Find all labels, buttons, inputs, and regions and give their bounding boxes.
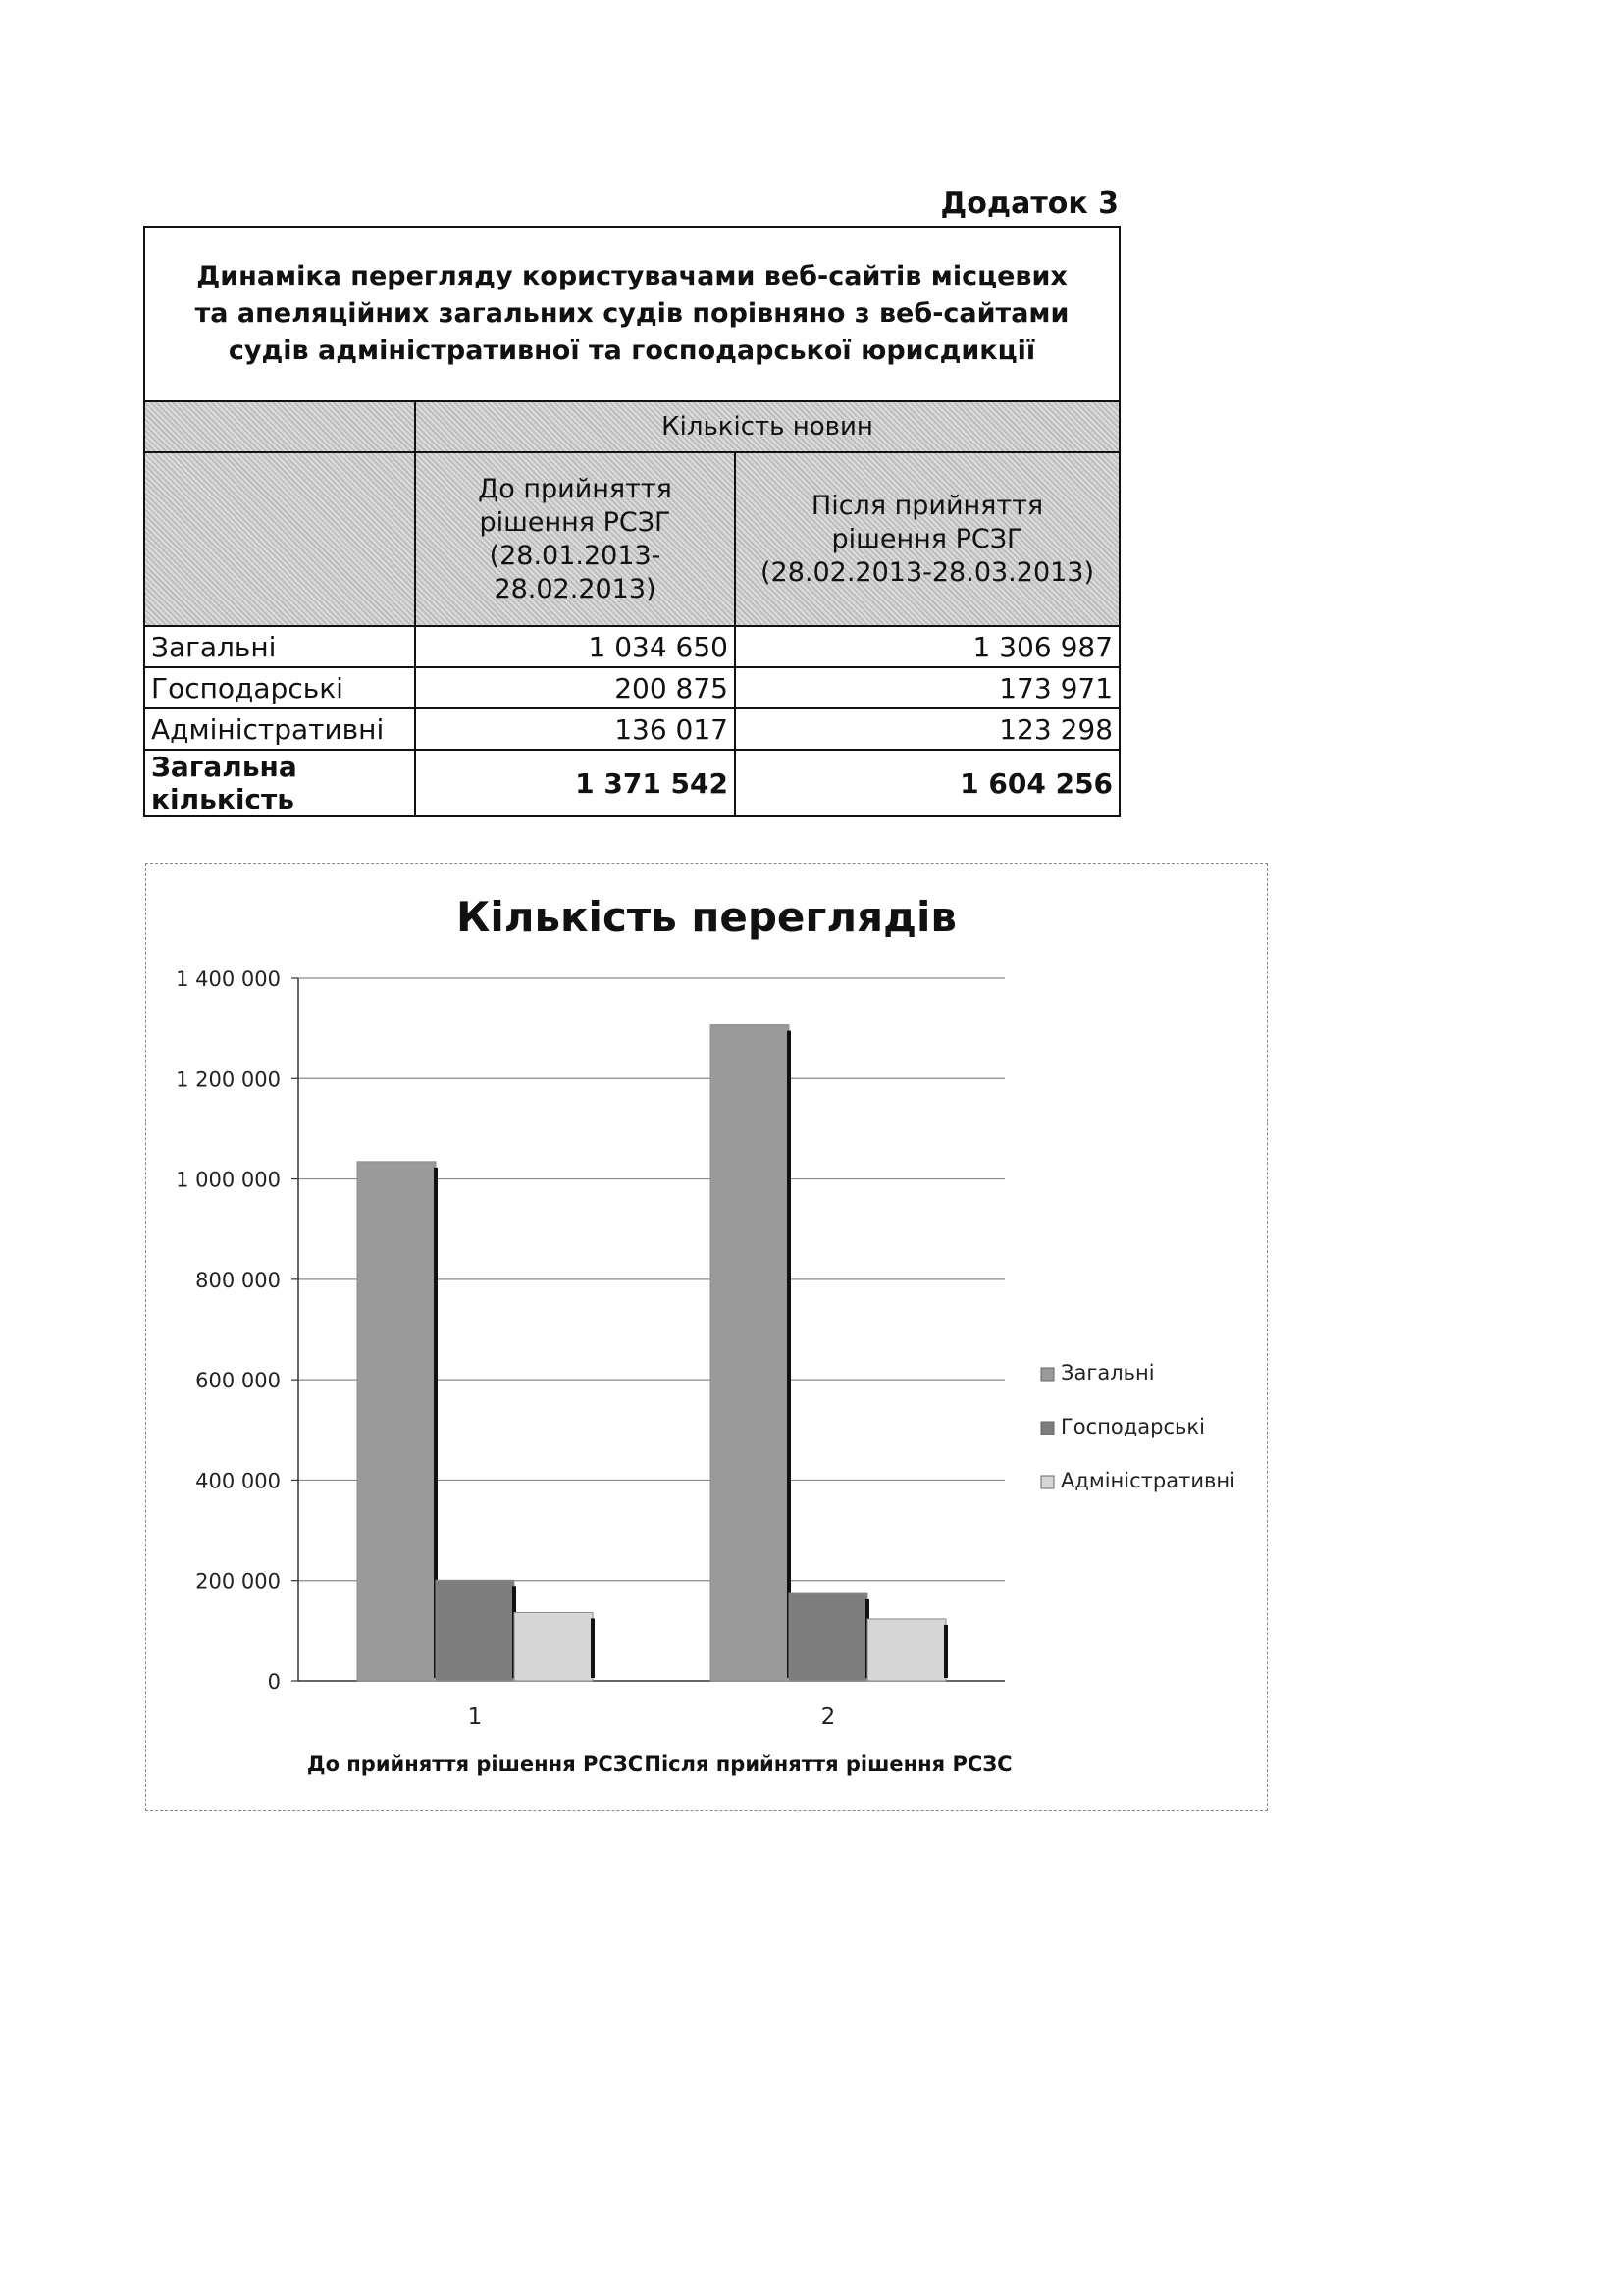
appendix-label: Додаток 3 xyxy=(940,186,1119,221)
y-tick-label: 1 200 000 xyxy=(176,1068,281,1092)
y-tick-label: 800 000 xyxy=(195,1268,281,1292)
bar xyxy=(789,1593,867,1681)
row-label: Господарські xyxy=(144,667,415,708)
legend-swatch xyxy=(1041,1476,1054,1488)
legend-label: Адміністративні xyxy=(1061,1469,1235,1492)
total-value-before: 1 371 542 xyxy=(415,750,735,816)
row-value-before: 1 034 650 xyxy=(415,626,735,667)
legend-swatch xyxy=(1041,1422,1054,1435)
row-value-after: 123 298 xyxy=(735,708,1120,750)
y-tick-label: 200 000 xyxy=(195,1569,281,1593)
header-empty-cell xyxy=(144,452,415,626)
bar xyxy=(436,1580,514,1681)
views-bar-chart xyxy=(146,864,1267,1810)
y-tick-label: 0 xyxy=(267,1670,281,1694)
bar xyxy=(514,1612,593,1681)
row-label: Загальні xyxy=(144,626,415,667)
bar xyxy=(867,1619,946,1681)
y-tick-label: 1 400 000 xyxy=(176,967,281,991)
views-table xyxy=(143,226,1121,817)
row-value-before: 200 875 xyxy=(415,667,735,708)
header-empty-cell xyxy=(144,401,415,452)
chart-frame xyxy=(145,863,1268,1811)
x-category-caption: До прийняття рішення РСЗС xyxy=(306,1752,644,1776)
bar xyxy=(710,1025,789,1681)
table-title: Динаміка перегляду користувачами веб-сайтів місцевих та апеляційних загальних судів порівняно з веб-сайтами судів адміністративної та господарської юрисдикції xyxy=(144,227,1120,401)
chart-title: Кількість переглядів xyxy=(456,893,957,941)
y-tick-label: 400 000 xyxy=(195,1469,281,1493)
x-tick-label: 2 xyxy=(820,1704,836,1730)
y-tick-label: 600 000 xyxy=(195,1369,281,1393)
table-row xyxy=(144,708,1120,750)
legend-swatch xyxy=(1041,1368,1054,1381)
bar xyxy=(357,1162,436,1681)
column-header-after: Після прийняття рішення РСЗГ (28.02.2013-28.03.2013) xyxy=(735,452,1120,626)
total-value-after: 1 604 256 xyxy=(735,750,1120,816)
y-tick-label: 1 000 000 xyxy=(176,1168,281,1192)
row-value-after: 173 971 xyxy=(735,667,1120,708)
x-category-caption: Після прийняття рішення РСЗС xyxy=(644,1752,1013,1776)
group-header: Кількість новин xyxy=(415,401,1120,452)
x-tick-label: 1 xyxy=(467,1704,483,1730)
total-label: Загальна кількість xyxy=(144,750,415,816)
column-header-before: До прийняття рішення РСЗГ (28.01.2013-28.02.2013) xyxy=(415,452,735,626)
table-row xyxy=(144,626,1120,667)
row-value-after: 1 306 987 xyxy=(735,626,1120,667)
row-label: Адміністративні xyxy=(144,708,415,750)
legend-label: Загальні xyxy=(1061,1361,1155,1384)
row-value-before: 136 017 xyxy=(415,708,735,750)
table-total-row xyxy=(144,750,1120,816)
table-row xyxy=(144,667,1120,708)
legend-label: Господарські xyxy=(1061,1415,1205,1438)
